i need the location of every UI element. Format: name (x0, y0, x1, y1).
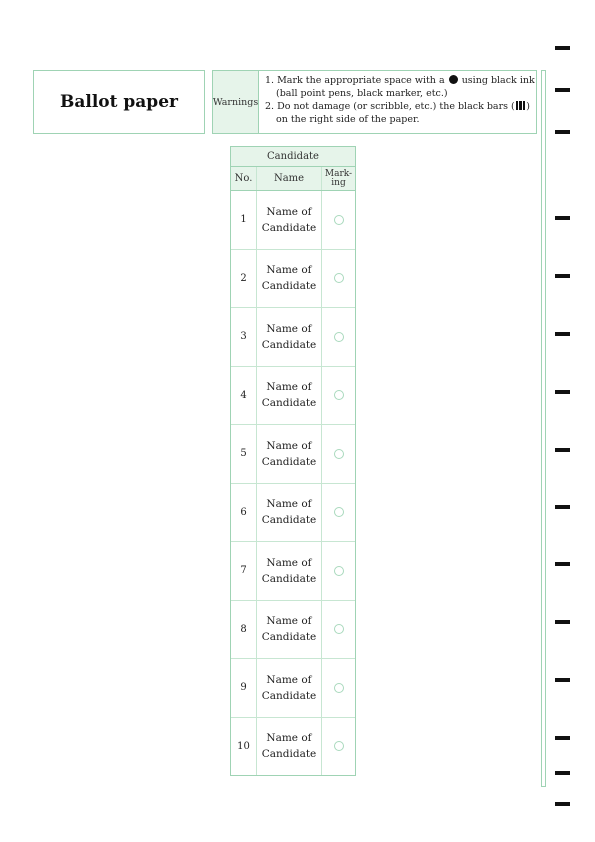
timing-mark (555, 678, 570, 682)
table-row (231, 484, 355, 543)
marking-cell[interactable] (322, 308, 355, 366)
table-row (231, 250, 355, 309)
candidate-name (257, 542, 322, 600)
marking-cell[interactable] (322, 367, 355, 425)
candidate-number: 4 (231, 367, 257, 425)
empty-circle-icon[interactable] (334, 683, 344, 693)
marking-cell[interactable] (322, 718, 355, 776)
warning-line-4 (265, 113, 532, 126)
timing-mark (555, 88, 570, 92)
candidate-name-line-1: Name of (266, 205, 312, 218)
empty-circle-icon[interactable] (334, 449, 344, 459)
candidate-number: 8 (231, 601, 257, 659)
warnings-text (259, 70, 537, 134)
empty-circle-icon[interactable] (334, 390, 344, 400)
warning-line-2-text: (ball point pens, black marker, etc.) (276, 88, 448, 99)
candidate-name-line-2: Candidate (261, 280, 317, 293)
timing-mark (555, 620, 570, 624)
candidate-name-line-1: Name of (266, 615, 312, 628)
candidate-number: 10 (231, 718, 257, 776)
candidate-name-line-1: Name of (266, 264, 312, 277)
timing-mark (555, 562, 570, 566)
candidate-number: 5 (231, 425, 257, 483)
marking-cell[interactable] (322, 191, 355, 249)
candidate-name-line-2: Candidate (261, 397, 317, 410)
marking-cell[interactable] (322, 425, 355, 483)
candidate-name-line-2: Candidate (261, 455, 317, 468)
table-row (231, 601, 355, 660)
empty-circle-icon[interactable] (334, 741, 344, 751)
timing-mark (555, 448, 570, 452)
table-row (231, 659, 355, 718)
candidate-name (257, 191, 322, 249)
warning-line-3-end: ) (526, 101, 530, 112)
candidate-name-line-1: Name of (266, 556, 312, 569)
header-name: Name (257, 167, 322, 190)
table-row (231, 542, 355, 601)
timing-mark (555, 390, 570, 394)
candidate-name-line-1: Name of (266, 498, 312, 511)
ballot-title (33, 70, 205, 134)
table-header-row (231, 167, 355, 191)
timing-mark (555, 130, 570, 134)
header-marking-line-1: Mark- (324, 168, 353, 179)
timing-mark (555, 46, 570, 50)
candidate-table (230, 146, 356, 776)
table-row (231, 367, 355, 426)
marking-cell[interactable] (322, 250, 355, 308)
candidate-number: 2 (231, 250, 257, 308)
warning-line-2 (265, 87, 532, 100)
candidate-name-line-2: Candidate (261, 631, 317, 644)
candidate-name (257, 250, 322, 308)
candidate-name-line-2: Candidate (261, 572, 317, 585)
table-row (231, 308, 355, 367)
header-no: No. (231, 167, 257, 190)
warning-line-3-start: 2. Do not damage (or scribble, etc.) the black bars ( (265, 101, 515, 112)
empty-circle-icon[interactable] (334, 566, 344, 576)
candidate-name-line-2: Candidate (261, 221, 317, 234)
warning-line-4-text: on the right side of the paper. (276, 114, 420, 125)
marking-cell[interactable] (322, 542, 355, 600)
candidate-name (257, 425, 322, 483)
warning-line-1-end: using black ink (461, 75, 535, 86)
candidate-name-line-1: Name of (266, 673, 312, 686)
timing-mark (555, 274, 570, 278)
timing-mark (555, 332, 570, 336)
black-bars-icon (516, 101, 526, 110)
warning-line-3 (265, 100, 532, 113)
candidate-name (257, 601, 322, 659)
marking-cell[interactable] (322, 659, 355, 717)
candidate-name-line-1: Name of (266, 439, 312, 452)
timing-mark (555, 802, 570, 806)
table-row (231, 425, 355, 484)
candidate-name-line-1: Name of (266, 381, 312, 394)
candidate-number: 1 (231, 191, 257, 249)
candidate-number: 7 (231, 542, 257, 600)
empty-circle-icon[interactable] (334, 273, 344, 283)
candidate-name-line-2: Candidate (261, 689, 317, 702)
empty-circle-icon[interactable] (334, 215, 344, 225)
marking-cell[interactable] (322, 484, 355, 542)
candidate-name-line-1: Name of (266, 732, 312, 745)
table-row (231, 718, 355, 776)
empty-circle-icon[interactable] (334, 332, 344, 342)
header-marking (322, 167, 355, 190)
candidate-name-line-2: Candidate (261, 514, 317, 527)
candidate-name (257, 484, 322, 542)
candidate-group-header (231, 147, 355, 167)
empty-circle-icon[interactable] (334, 624, 344, 634)
candidate-name (257, 659, 322, 717)
filled-circle-icon (449, 75, 458, 84)
timing-mark (555, 736, 570, 740)
warnings-label-text: Warnings (212, 96, 259, 108)
warning-line-1-start: 1. Mark the appropriate space with a (265, 75, 445, 86)
marking-cell[interactable] (322, 601, 355, 659)
candidate-group-header-text: Candidate (267, 151, 319, 162)
candidate-name-line-2: Candidate (261, 338, 317, 351)
candidate-number: 9 (231, 659, 257, 717)
timing-mark (555, 216, 570, 220)
ballot-title-text: Ballot paper (60, 92, 178, 112)
candidate-name (257, 718, 322, 776)
candidate-name (257, 367, 322, 425)
right-guide-strip (541, 70, 546, 787)
empty-circle-icon[interactable] (334, 507, 344, 517)
timing-mark (555, 505, 570, 509)
warnings-label (212, 70, 259, 134)
candidate-number: 3 (231, 308, 257, 366)
candidate-name-line-2: Candidate (261, 748, 317, 761)
candidate-number: 6 (231, 484, 257, 542)
timing-mark (555, 771, 570, 775)
warning-line-1 (265, 74, 535, 87)
table-row (231, 191, 355, 250)
candidate-name (257, 308, 322, 366)
header-marking-line-2: ing (331, 177, 346, 188)
candidate-name-line-1: Name of (266, 322, 312, 335)
